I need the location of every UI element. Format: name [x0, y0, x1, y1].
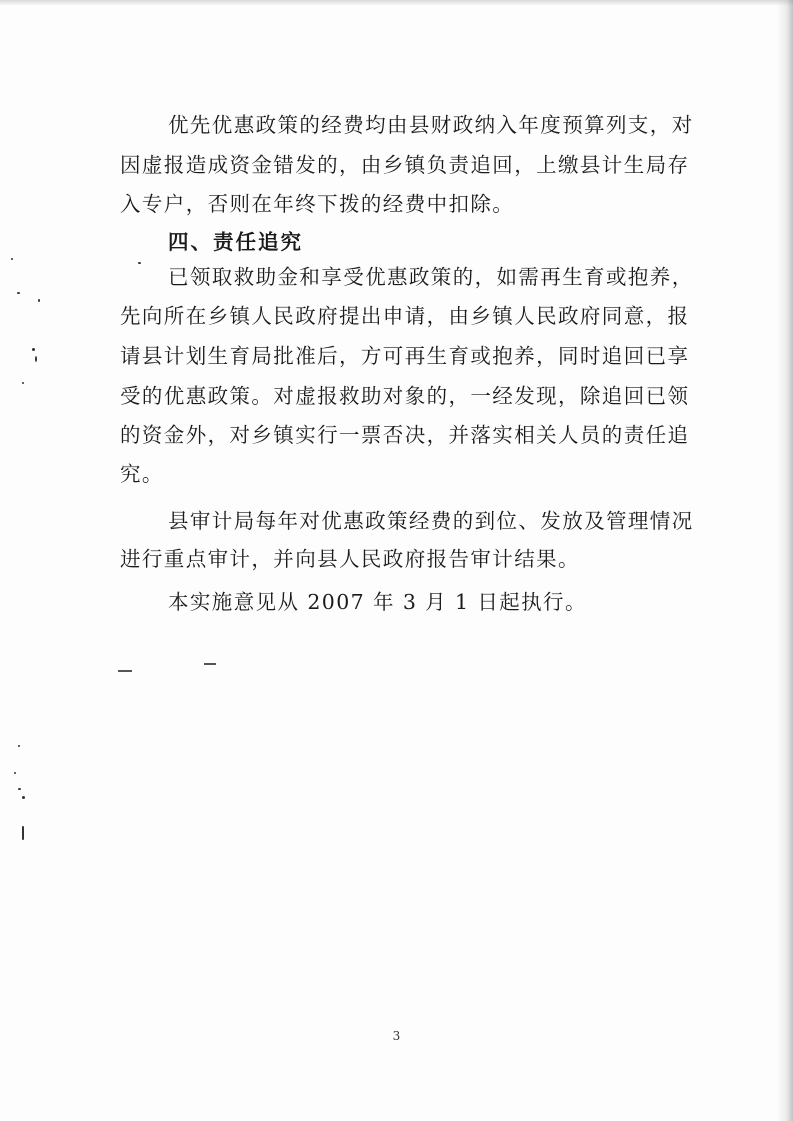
scan-speck [17, 292, 20, 294]
scan-speck [35, 356, 37, 362]
scan-speck [138, 262, 141, 264]
scan-speck [38, 299, 40, 302]
paragraph-line: 已领取救助金和享受优惠政策的，如需再生育或抱养， [168, 265, 694, 289]
scan-right-edge [777, 0, 793, 1121]
paragraph-line: 因虚报造成资金错发的，由乡镇负责追回，上缴县计生局存 [120, 153, 690, 177]
scan-speck [11, 258, 13, 260]
section-heading: 四、责任追究 [168, 230, 303, 254]
scan-top-edge [0, 0, 793, 6]
paragraph-line: 受的优惠政策。对虚报救助对象的，一经发现，除追回已领 [120, 384, 690, 408]
paragraph-line: 究。 [120, 462, 164, 486]
paragraph-line: 进行重点审计，并向县人民政府报告审计结果。 [120, 547, 580, 571]
scan-speck [22, 826, 24, 840]
paragraph-line: 的资金外，对乡镇实行一票否决，并落实相关人员的责任追 [120, 423, 690, 447]
scan-speck [14, 772, 16, 774]
scan-speck [22, 382, 24, 384]
paragraph-line: 县审计局每年对优惠政策经费的到位、发放及管理情况 [168, 509, 694, 533]
scan-speck [18, 788, 21, 790]
scan-mark [204, 663, 216, 665]
scan-speck [18, 745, 20, 747]
paragraph-line: 先向所在乡镇人民政府提出申请，由乡镇人民政府同意，报 [120, 304, 690, 328]
page-number: 3 [392, 1029, 401, 1043]
scan-speck [22, 796, 25, 799]
paragraph-line: 优先优惠政策的经费均由县财政纳入年度预算列支，对 [168, 113, 694, 137]
scan-speck [32, 348, 35, 351]
paragraph-line: 本实施意见从 2007 年 3 月 1 日起执行。 [168, 590, 587, 614]
paragraph-line: 入专户，否则在年终下拨的经费中扣除。 [120, 192, 515, 216]
scan-mark [118, 670, 132, 672]
paragraph-line: 请县计划生育局批准后，方可再生育或抱养，同时追回已享 [120, 344, 690, 368]
